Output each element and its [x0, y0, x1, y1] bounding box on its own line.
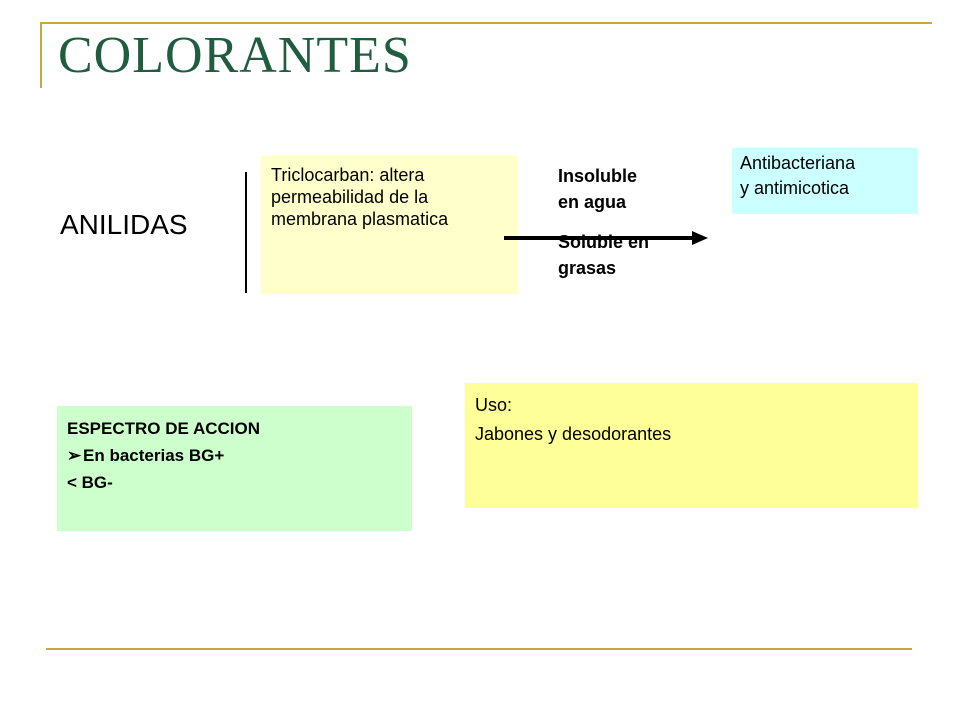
spectrum-item: < BG-	[67, 473, 113, 492]
use-box	[465, 383, 918, 508]
arrow-bullet-icon: ➢	[67, 446, 82, 465]
spectrum-box	[57, 406, 412, 531]
mechanism-line: permeabilidad de la	[271, 187, 429, 207]
slide-title: COLORANTES	[58, 27, 412, 84]
spectrum-heading: ESPECTRO DE ACCION	[67, 419, 261, 438]
spectrum-item-text: En bacterias BG+	[83, 446, 225, 465]
property-line: Insoluble	[558, 166, 638, 186]
group-label: ANILIDAS	[60, 209, 188, 240]
property-line: grasas	[558, 258, 617, 278]
activity-line: y antimicotica	[740, 178, 850, 198]
activity-line: Antibacteriana	[740, 153, 856, 173]
property-line: Soluble en	[558, 232, 650, 252]
activity-box	[732, 148, 918, 214]
mechanism-line: Triclocarban: altera	[271, 165, 425, 185]
property-line: en agua	[558, 192, 627, 212]
use-heading: Uso:	[475, 395, 513, 415]
mechanism-line: membrana plasmatica	[271, 209, 449, 229]
use-text: Jabones y desodorantes	[475, 424, 672, 444]
spectrum-item	[67, 442, 402, 469]
